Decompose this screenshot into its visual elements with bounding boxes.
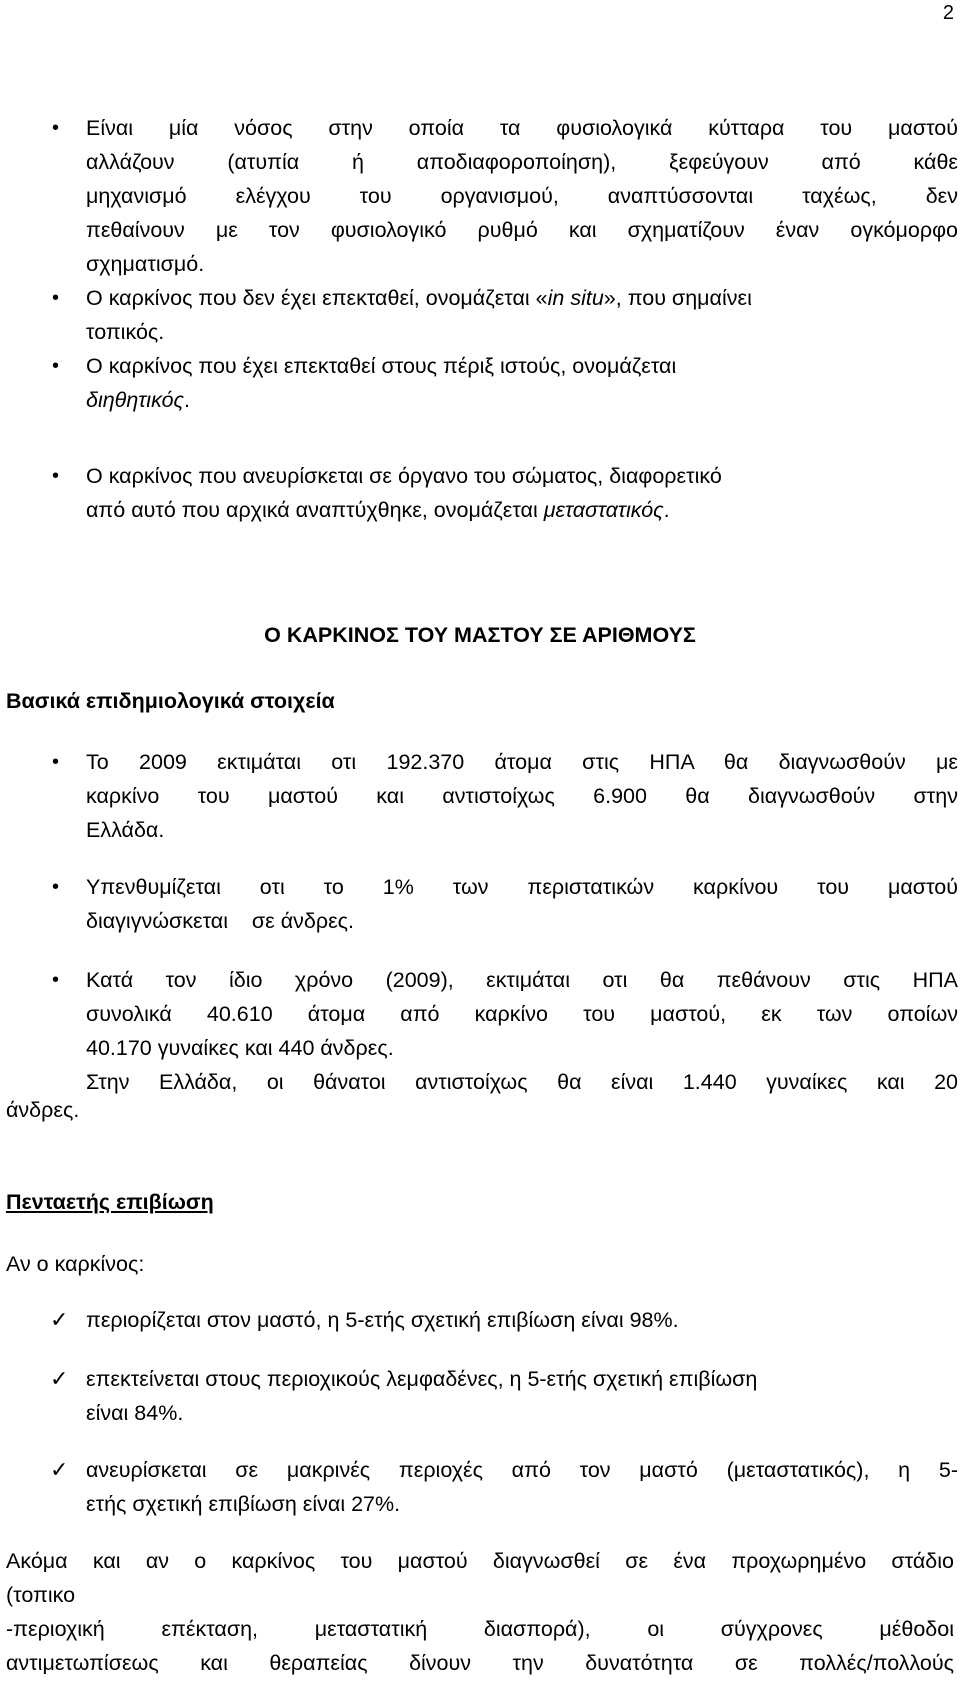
text-line: 40.170 γυναίκες και 440 άνδρες.	[86, 1036, 394, 1060]
bullet-icon: •	[52, 355, 60, 377]
list-item	[0, 459, 960, 527]
checkmark-icon: ✓	[50, 1457, 69, 1482]
epidemiology-title: Βασικά επιδημιολογικά στοιχεία	[6, 689, 335, 713]
bullet-icon: •	[52, 969, 60, 991]
bullet-icon: •	[52, 876, 60, 898]
text-line: διαγιγνώσκεται σε άνδρες.	[86, 909, 355, 933]
epidemiology-list	[0, 745, 960, 847]
text-line	[86, 493, 958, 527]
text-segment: .	[663, 498, 670, 522]
list-item	[0, 349, 960, 417]
survival-item	[0, 1453, 960, 1521]
text-line: Είναι μία νόσος στην οποία τα φυσιολογικά κύτταρα του μαστού	[86, 116, 958, 140]
continuation-tail: άνδρες.	[6, 1098, 80, 1122]
definition-list-3	[0, 459, 960, 527]
text-segment: από αυτό που αρχικά αναπτύχθηκε, ονομάζεται	[86, 498, 544, 522]
bullet-icon: •	[52, 465, 60, 487]
bullet-icon: •	[52, 751, 60, 773]
text-line: συνολικά 40.610 άτομα από καρκίνο του μαστού, εκ των οποίων	[86, 1002, 958, 1026]
italic-term: in situ	[547, 286, 604, 310]
text-line: επεκτείνεται στους περιοχικούς λεμφαδένες, η 5-ετής σχετική επιβίωση	[86, 1367, 758, 1391]
text-line: Το 2009 εκτιμάται οτι 192.370 άτομα στις ΗΠΑ θα διαγνωσθούν με	[86, 750, 958, 774]
text-line: τοπικός.	[86, 320, 165, 344]
text-line	[86, 383, 958, 417]
text-line: είναι 84%.	[86, 1401, 184, 1425]
text-line: καρκίνο του μαστού και αντιστοίχως 6.900 θα διαγνωσθούν στην	[86, 784, 958, 808]
definition-list-2	[0, 349, 960, 417]
text-line: περιορίζεται στον μαστό, η 5-ετής σχετική επιβίωση είναι 98%.	[86, 1308, 679, 1332]
text-line: Κατά τον ίδιο χρόνο (2009), εκτιμάται οτι θα πεθάνουν στις ΗΠΑ	[86, 968, 958, 992]
text-segment: Ο καρκίνος που δεν έχει επεκταθεί, ονομάζεται «	[86, 286, 548, 310]
checkmark-icon: ✓	[50, 1366, 69, 1391]
list-item	[0, 281, 960, 349]
text-line: Ελλάδα.	[86, 818, 165, 842]
survival-title: Πενταετής επιβίωση	[6, 1190, 214, 1214]
text-line: ετής σχετική επιβίωση είναι 27%.	[86, 1492, 401, 1516]
text-line: Ο καρκίνος που ανευρίσκεται σε όργανο του σώματος, διαφορετικό	[86, 464, 722, 488]
text-line: Στην Ελλάδα, οι θάνατοι αντιστοίχως θα είναι 1.440 γυναίκες και 20	[86, 1070, 958, 1094]
survival-intro: Αν ο καρκίνος:	[6, 1252, 145, 1276]
list-item	[0, 870, 960, 938]
text-line: (τοπικο	[6, 1583, 76, 1607]
bullet-icon: •	[52, 117, 60, 139]
survival-item	[0, 1303, 960, 1337]
list-item	[0, 963, 960, 1099]
text-line: Ο καρκίνος που έχει επεκταθεί στους πέριξ ιστούς, ονομάζεται	[86, 354, 677, 378]
text-line: αντιμετωπίσεως και θεραπείας δίνουν την δυνατότητα σε πολλές/πολλούς	[6, 1651, 954, 1675]
epidemiology-list-3	[0, 963, 960, 1099]
epidemiology-list-2	[0, 870, 960, 938]
closing-paragraph	[6, 1544, 954, 1680]
bullet-icon: •	[52, 287, 60, 309]
list-item	[0, 745, 960, 847]
text-line: σχηματισμό.	[86, 252, 205, 276]
list-item	[0, 111, 960, 281]
text-line: ανευρίσκεται σε μακρινές περιοχές από τον μαστό (μεταστατικός), η 5-	[86, 1458, 958, 1482]
page-number: 2	[942, 2, 954, 24]
text-line	[86, 281, 958, 315]
numbers-heading: Ο ΚΑΡΚΙΝΟΣ ΤΟΥ ΜΑΣΤΟΥ ΣΕ ΑΡΙΘΜΟΥΣ	[264, 623, 696, 647]
text-line: μηχανισμό ελέγχου του οργανισμού, αναπτύσσονται ταχέως, δεν	[86, 184, 958, 208]
text-line: αλλάζουν (ατυπία ή αποδιαφοροποίηση), ξεφεύγουν από κάθε	[86, 150, 958, 174]
italic-term: μεταστατικός	[543, 498, 664, 522]
text-line: -περιοχική επέκταση, μεταστατική διασπορά), οι σύγχρονες μέθοδοι	[6, 1617, 954, 1641]
text-segment: .	[183, 388, 190, 412]
text-line: Ακόμα και αν ο καρκίνος του μαστού διαγνωσθεί σε ένα προχωρημένο στάδιο	[6, 1549, 954, 1573]
checkmark-icon: ✓	[50, 1307, 69, 1332]
text-line: Υπενθυμίζεται οτι το 1% των περιστατικών καρκίνου του μαστού	[86, 875, 958, 899]
text-segment: », που σημαίνει	[603, 286, 752, 310]
text-line: πεθαίνουν με τον φυσιολογικό ρυθμό και σχηματίζουν έναν ογκόμορφο	[86, 218, 958, 242]
italic-term: διηθητικός	[86, 388, 184, 412]
definition-list	[0, 111, 960, 349]
survival-item	[0, 1362, 960, 1430]
